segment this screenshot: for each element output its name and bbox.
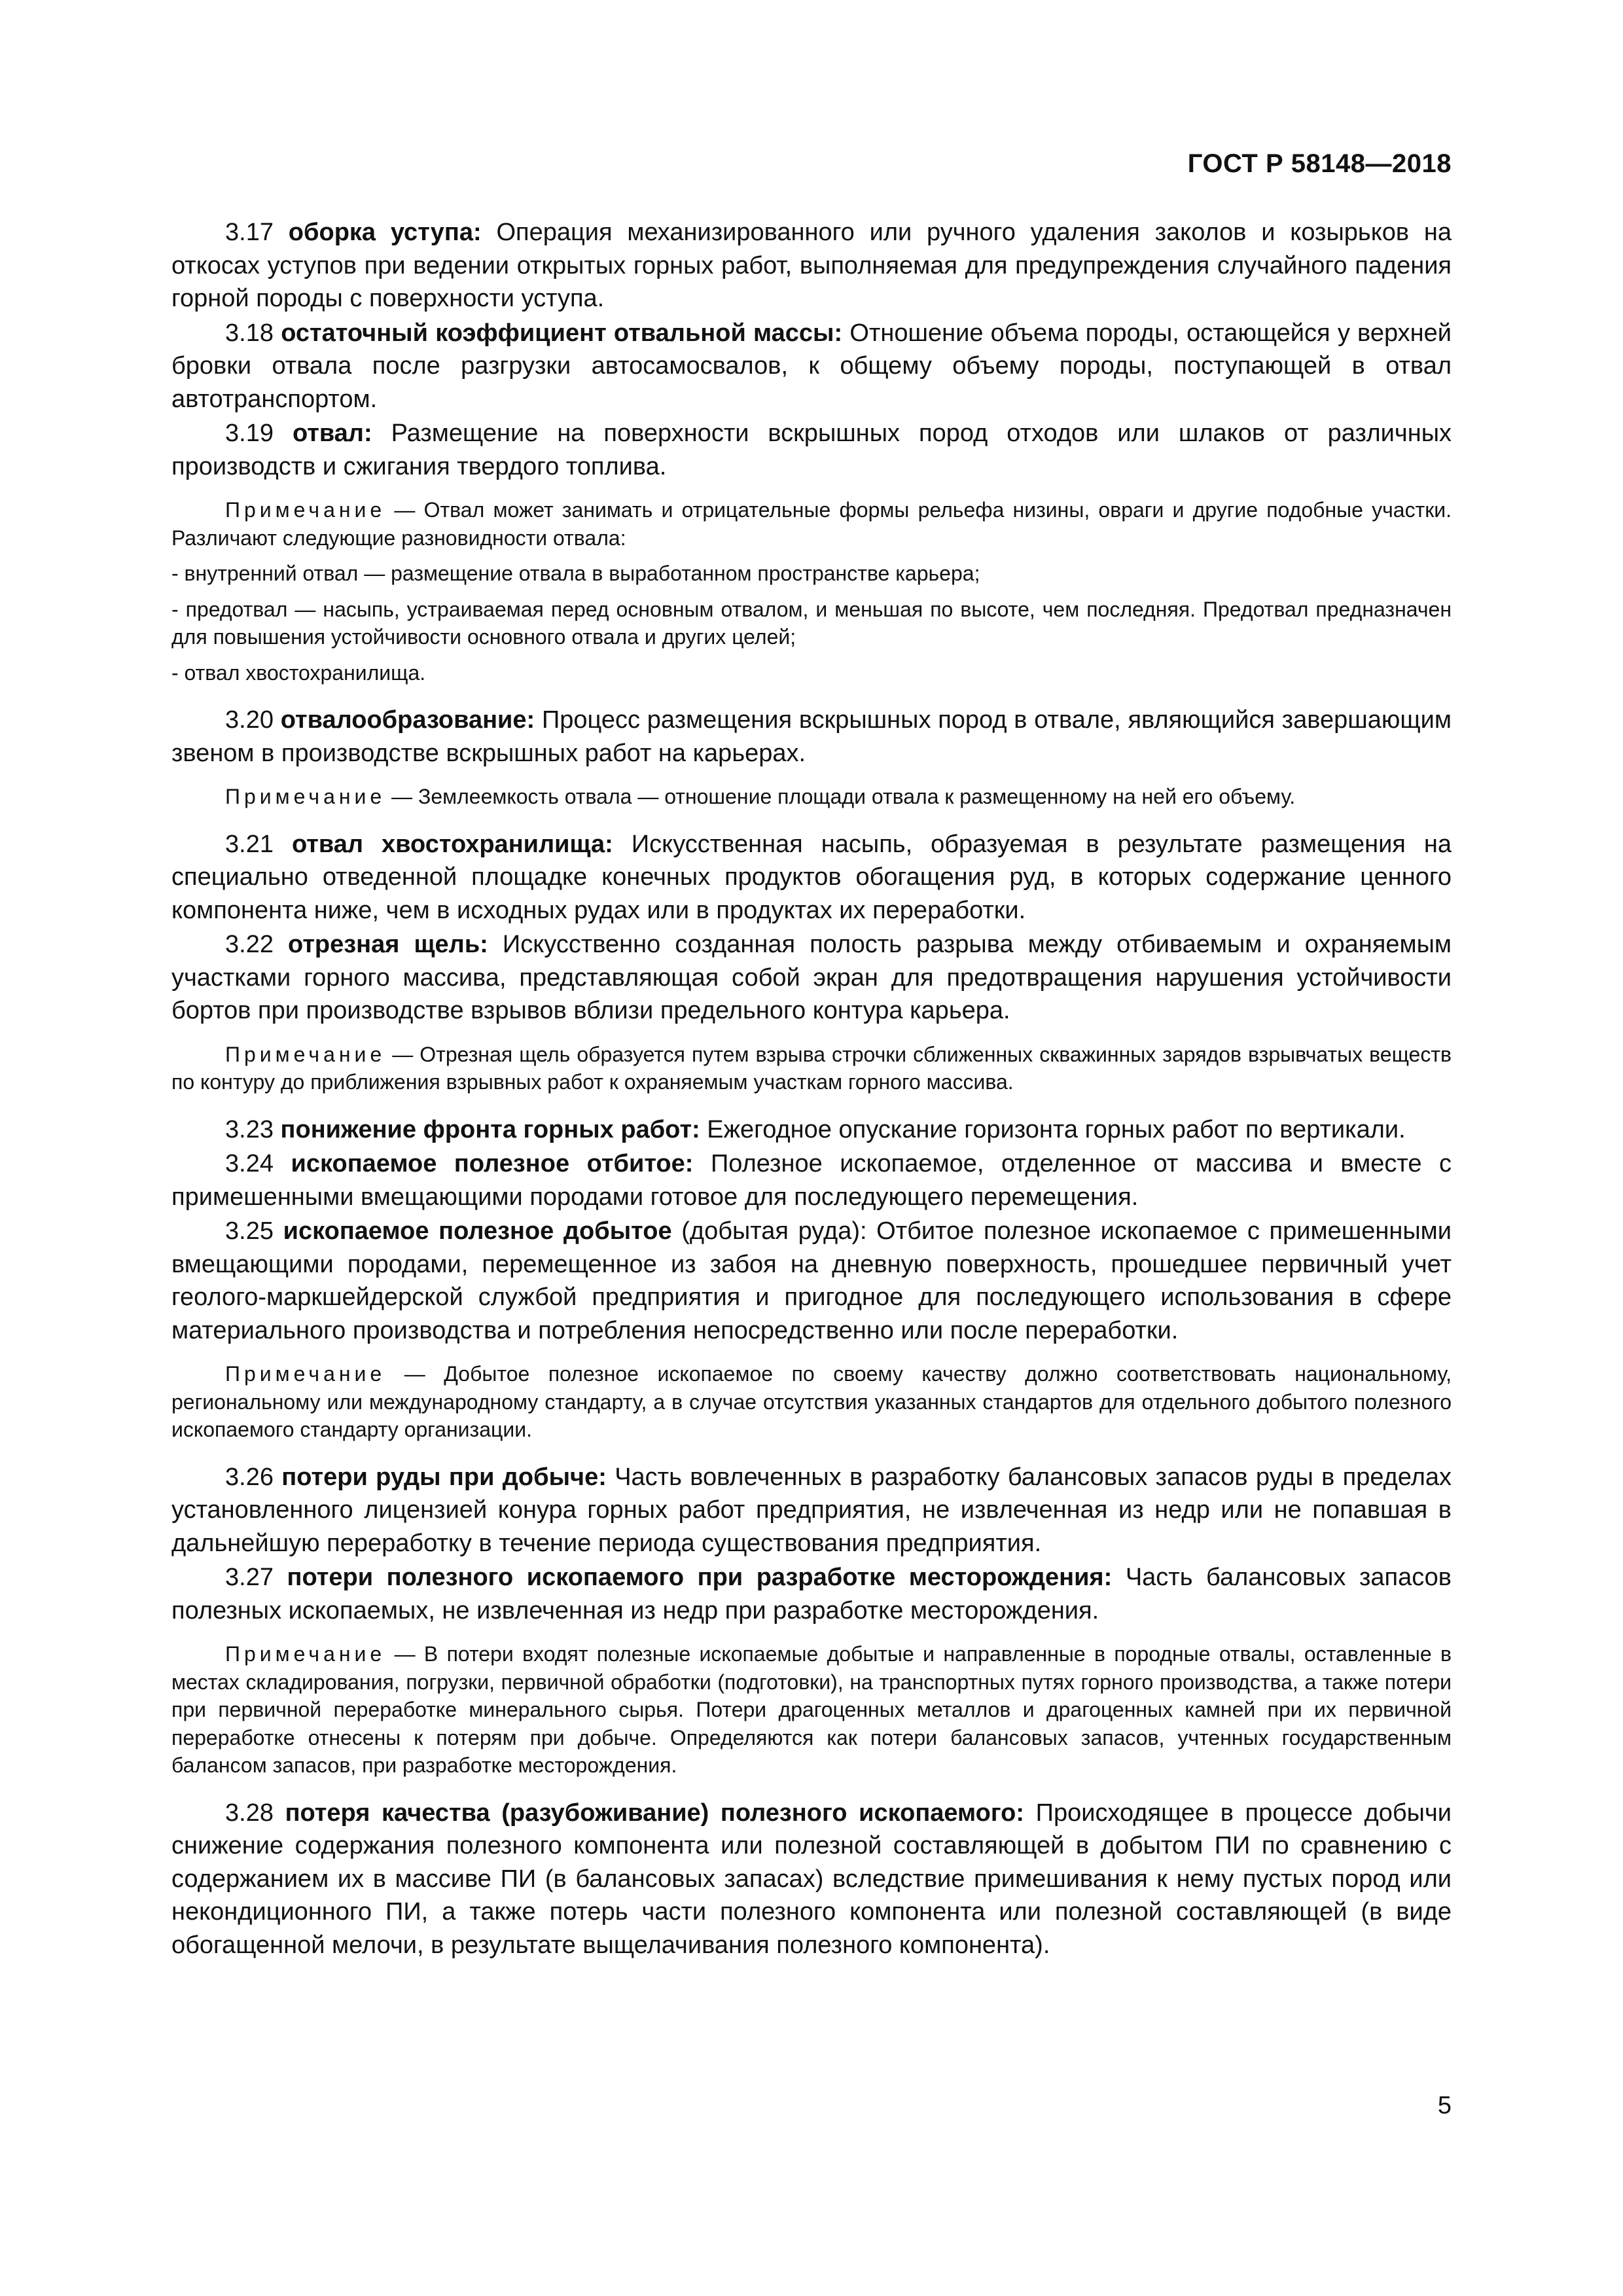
entry-definition: Размещение на поверхности вскрышных пород отходов или шлаков от различных производств и сжигания твердого топлива. [171,420,1452,480]
note [171,1640,1452,1780]
definition-entry [171,928,1452,1028]
entry-definition: Часть вовлеченных в разработку балансовых запасов руды в пределах установленного лицензией конура горных работ предприятия, не извлеченная из недр или не попавшая в дальнейшую переработку в течение периода существования предприятия. [171,1463,1452,1557]
definition-entry [171,828,1452,927]
note-list-item: - предотвал — насыпь, устраиваемая перед основным отвалом, и меньшая по высоте, чем последняя. Предотвал предназначен для повышения устойчивости основного отвала и других целей; [171,597,1452,649]
entry-number: 3.24 [225,1150,274,1177]
note [171,496,1452,552]
note-block [171,1360,1452,1444]
definition-entry [171,704,1452,770]
entry-term: отрезная щель: [288,931,488,958]
note-block [171,783,1452,811]
definition-entry [171,216,1452,315]
entry-number: 3.27 [225,1564,274,1591]
note-label: Примечание [225,1362,386,1386]
entry-term: остаточный коэффициент отвальной массы: [281,319,843,347]
note-list-item: - внутренний отвал — размещение отвала в выработанном пространстве карьера; [171,562,980,585]
note [171,1360,1452,1444]
entry-number: 3.23 [225,1115,274,1143]
entry-definition: Отношение объема породы, остающейся у верхней бровки отвала после разгрузки автосамосвалов, к общему объему породы, поступающей в отвал автотранспортом. [171,319,1452,413]
entry-definition: Искусственно созданная полость разрыва между отбиваемым и охраняемым участками горного массива, представляющая собой экран для предотвращения нарушения устойчивости бортов при производстве взрывов вблизи предельного контура карьера. [171,931,1452,1024]
definition-entry [171,417,1452,483]
entry-definition: Операция механизированного или ручного удаления заколов и козырьков на откосах уступов при ведении открытых горных работ, выполняемая для предупреждения случайного падения горной породы с поверхности уступа. [171,219,1452,312]
page-number: 5 [1437,2092,1452,2119]
entry-number: 3.21 [225,830,274,858]
note-label: Примечание [225,498,386,522]
entry-definition: Происходящее в процессе добычи снижение содержания полезного компонента или полезной составляющей в добытом ПИ по сравнению с содержанием их в массиве ПИ (в балансовых запасах) вследствие примешивания к нему пустых пород или некондиционного ПИ, а также потерь части полезного компонента или полезной составляющей (в виде обогащенной мелочи, в результате выщелачивания полезного компонента). [171,1799,1452,1959]
entry-number: 3.17 [225,219,274,246]
entry-definition: Полезное ископаемое, отделенное от массива и вместе с примешенными вмещающими породами готовое для последующего перемещения. [171,1150,1452,1211]
entry-number: 3.19 [225,420,274,447]
note [171,1041,1452,1096]
entry-number: 3.22 [225,931,274,958]
definition-entry [171,1113,1452,1147]
entry-number: 3.28 [225,1799,274,1827]
entry-number: 3.25 [225,1217,274,1245]
definition-entry [171,1797,1452,1962]
definition-entry [171,1147,1452,1213]
entry-term: оборка уступа: [288,219,482,246]
entry-number: 3.26 [225,1463,274,1491]
entry-term: понижение фронта горных работ: [280,1115,700,1143]
entry-definition: (добытая руда): Отбитое полезное ископаемое с примешенными вмещающими породами, перемещенное из забоя на дневную поверхность, прошедшее первичный учет геолого-маркшейдерской службой предприятия и пригодное для последующего использования в сфере материального производства и потребления непосредственно или после переработки. [171,1217,1452,1344]
entry-term: отвал хвостохранилища: [291,830,613,858]
entry-term: потеря качества (разубоживание) полезного ископаемого: [285,1799,1025,1827]
entry-definition: Искусственная насыпь, образуемая в результате размещения на специально отведенной площадке конечных продуктов обогащения руд, в которых содержание ценного компонента ниже, чем в исходных рудах или в продуктах их переработки. [171,830,1452,924]
note-text: — Землеемкость отвала — отношение площади отвала к размещенному на ней его объему. [391,785,1296,808]
entry-term: отвалообразование: [280,706,535,734]
note-block [171,1640,1452,1780]
entry-term: потери полезного ископаемого при разработке месторождения: [287,1564,1113,1591]
definition-entry [171,1561,1452,1627]
entry-definition: Процесс размещения вскрышных пород в отвале, являющийся завершающим звеном в производстве вскрышных работ на карьерах. [171,706,1452,767]
note-label: Примечание [225,1642,386,1666]
entry-definition: Часть балансовых запасов полезных ископаемых, не извлеченная из недр при разработке месторождения. [171,1564,1452,1624]
definition-entry [171,1215,1452,1347]
entry-term: отвал: [292,420,372,447]
definition-entry [171,317,1452,416]
note [171,783,1452,811]
definition-entry [171,1461,1452,1560]
note-block [171,1041,1452,1096]
entry-number: 3.18 [225,319,274,347]
document-code-header: ГОСТ Р 58148—2018 [1187,149,1452,178]
entry-number: 3.20 [225,706,274,734]
note-block [171,496,1452,687]
note-text: — Отрезная щель образуется путем взрыва строчки сближенных скважинных зарядов взрывчатых веществ по контуру до приближения взрывных работ к охраняемым участкам горного массива. [171,1042,1452,1094]
note-text: — Добытое полезное ископаемое по своему качеству должно соответствовать национальному, региональному или международному стандарту, а в случае отсутствия указанных стандартов для отдельного добытого полезного ископаемого стандарту организации. [171,1362,1452,1441]
entry-term: ископаемое полезное отбитое: [291,1150,694,1177]
note-text: — В потери входят полезные ископаемые добытые и направленные в породные отвалы, оставленные в местах складирования, погрузки, первичной обработки (подготовки), на транспортных путях горного производства, а также потери при первичной переработке минерального сырья. Потери драгоценных металлов и драгоценных камней при их первичной переработке отнесены к потерям при добыче. Определяются как потери балансовых запасов, учтенных государственным балансом запасов, при разработке месторождения. [171,1642,1452,1777]
note-text: — Отвал может занимать и отрицательные формы рельефа низины, овраги и другие подобные участки. Различают следующие разновидности отвала: [171,498,1452,550]
entry-term: ископаемое полезное добытое [283,1217,672,1245]
page-body [171,216,1452,1963]
note-list-item: - отвал хвостохранилища. [171,660,426,685]
note-label: Примечание [225,1042,386,1066]
note-label: Примечание [225,785,386,808]
entry-term: потери руды при добыче: [281,1463,607,1491]
entry-definition: Ежегодное опускание горизонта горных работ по вертикали. [707,1115,1406,1143]
